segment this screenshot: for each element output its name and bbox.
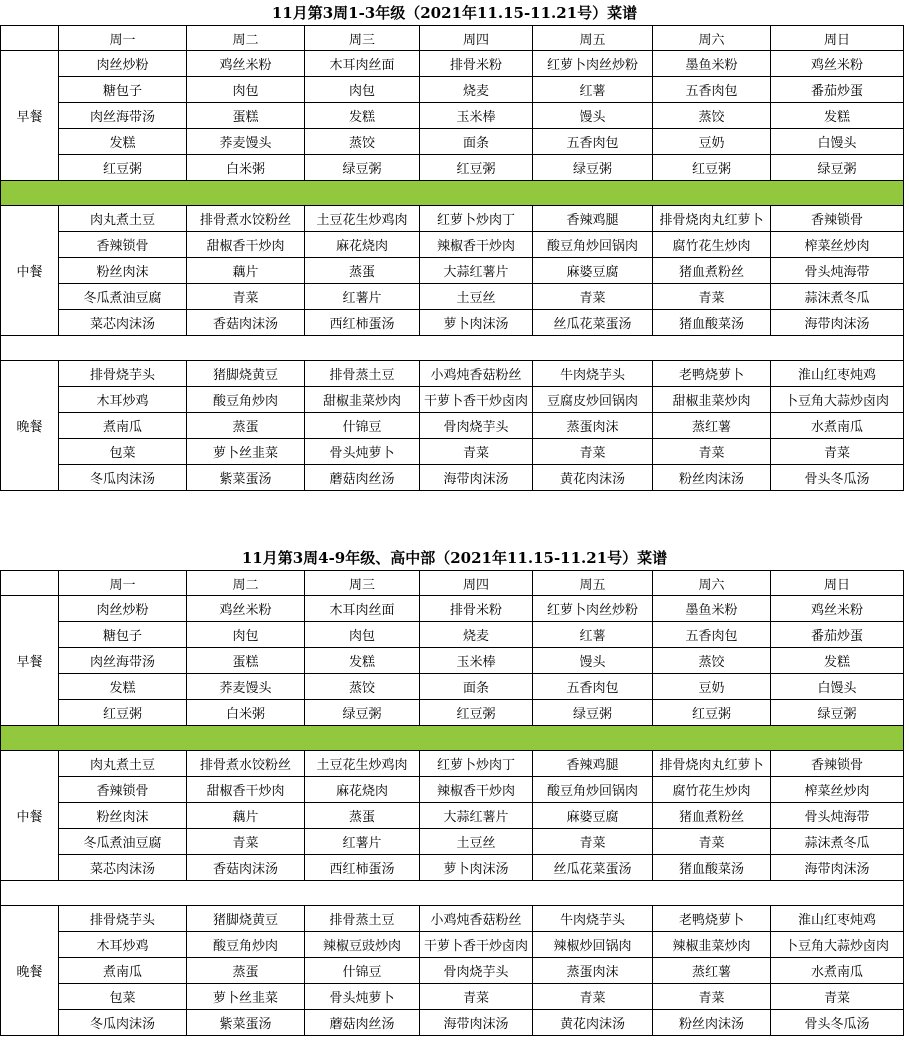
dish-cell: 香菇肉沫汤	[187, 310, 305, 336]
dish-cell: 青菜	[653, 829, 771, 855]
dish-cell: 白米粥	[187, 155, 305, 181]
dish-cell: 藕片	[187, 803, 305, 829]
dish-cell: 豆奶	[653, 674, 771, 700]
day-header: 周四	[420, 571, 533, 596]
dish-cell: 馒头	[533, 103, 653, 129]
dish-cell: 荞麦馒头	[187, 674, 305, 700]
dish-cell: 发糕	[59, 674, 187, 700]
dish-cell: 猪血煮粉丝	[653, 258, 771, 284]
dish-cell: 肉包	[187, 622, 305, 648]
dish-cell: 红豆粥	[653, 700, 771, 726]
dish-cell: 香辣鸡腿	[533, 751, 653, 777]
dish-cell: 蒸红薯	[653, 413, 771, 439]
dish-cell: 卜豆角大蒜炒卤肉	[771, 387, 904, 413]
menu-table	[0, 570, 904, 1036]
dish-cell: 肉包	[305, 77, 420, 103]
dish-cell: 蒸蛋	[305, 803, 420, 829]
dish-cell: 丝瓜花菜蛋汤	[533, 855, 653, 881]
dish-cell: 香辣锁骨	[771, 206, 904, 232]
dish-cell: 肉包	[187, 77, 305, 103]
dish-cell: 鸡丝米粉	[771, 596, 904, 622]
dish-cell: 肉丸煮土豆	[59, 751, 187, 777]
dish-cell: 水煮南瓜	[771, 413, 904, 439]
dish-cell: 蒸饺	[653, 103, 771, 129]
dish-cell: 五香肉包	[653, 77, 771, 103]
dish-cell: 红豆粥	[420, 700, 533, 726]
dish-cell: 番茄炒蛋	[771, 77, 904, 103]
dish-cell: 榨菜丝炒肉	[771, 232, 904, 258]
dinner-row	[1, 984, 904, 1010]
dish-cell: 糖包子	[59, 77, 187, 103]
dinner-label: 晚餐	[1, 361, 59, 491]
dish-cell: 冬瓜煮油豆腐	[59, 829, 187, 855]
lunch-row	[1, 206, 904, 232]
dish-cell: 丝瓜花菜蛋汤	[533, 310, 653, 336]
dish-cell: 麻花烧肉	[305, 777, 420, 803]
dish-cell: 甜椒韭菜炒肉	[305, 387, 420, 413]
dish-cell: 红萝卜肉丝炒粉	[533, 51, 653, 77]
lunch-row	[1, 284, 904, 310]
dish-cell: 玉米棒	[420, 103, 533, 129]
dish-cell: 红薯片	[305, 284, 420, 310]
dish-cell: 青菜	[771, 984, 904, 1010]
lunch-row	[1, 803, 904, 829]
section-separator	[1, 181, 904, 206]
dish-cell: 淮山红枣炖鸡	[771, 361, 904, 387]
dish-cell: 蒜沫煮冬瓜	[771, 829, 904, 855]
dish-cell: 土豆花生炒鸡肉	[305, 206, 420, 232]
dish-cell: 青菜	[187, 829, 305, 855]
breakfast-row	[1, 622, 904, 648]
dish-cell: 粉丝肉沫汤	[653, 465, 771, 491]
dish-cell: 包菜	[59, 439, 187, 465]
breakfast-row	[1, 129, 904, 155]
dish-cell: 排骨煮水饺粉丝	[187, 751, 305, 777]
dish-cell: 辣椒炒回锅肉	[533, 932, 653, 958]
dish-cell: 五香肉包	[533, 674, 653, 700]
menu-grade-1-3	[0, 1, 909, 491]
dish-cell: 白米粥	[187, 700, 305, 726]
dish-cell: 绿豆粥	[771, 700, 904, 726]
dish-cell: 海带肉沫汤	[420, 465, 533, 491]
day-header: 周三	[305, 26, 420, 51]
dish-cell: 甜椒韭菜炒肉	[653, 387, 771, 413]
dish-cell: 煮南瓜	[59, 958, 187, 984]
dish-cell: 玉米棒	[420, 648, 533, 674]
dish-cell: 酸豆角炒肉	[187, 387, 305, 413]
dish-cell: 煮南瓜	[59, 413, 187, 439]
dish-cell: 蒸饺	[305, 129, 420, 155]
section-separator	[1, 726, 904, 751]
dish-cell: 香辣鸡腿	[533, 206, 653, 232]
dish-cell: 牛肉烧芋头	[533, 361, 653, 387]
dish-cell: 紫菜蛋汤	[187, 465, 305, 491]
dinner-row	[1, 413, 904, 439]
dish-cell: 麻花烧肉	[305, 232, 420, 258]
dish-cell: 水煮南瓜	[771, 958, 904, 984]
dish-cell: 猪血酸菜汤	[653, 855, 771, 881]
day-header: 周日	[771, 26, 904, 51]
dish-cell: 豆奶	[653, 129, 771, 155]
dish-cell: 青菜	[420, 439, 533, 465]
dish-cell: 小鸡炖香菇粉丝	[420, 906, 533, 932]
dish-cell: 鸡丝米粉	[187, 596, 305, 622]
dish-cell: 肉丝海带汤	[59, 103, 187, 129]
separator-bar	[1, 181, 904, 206]
menu-title: 11月第3周4-9年级、高中部（2021年11.15-11.21号）菜谱	[241, 549, 668, 567]
dish-cell: 麻婆豆腐	[533, 258, 653, 284]
dish-cell: 排骨蒸土豆	[305, 906, 420, 932]
dish-cell: 面条	[420, 129, 533, 155]
dish-cell: 骨头炖萝卜	[305, 439, 420, 465]
dish-cell: 红豆粥	[420, 155, 533, 181]
dish-cell: 烧麦	[420, 77, 533, 103]
dish-cell: 青菜	[771, 439, 904, 465]
dish-cell: 香菇肉沫汤	[187, 855, 305, 881]
dinner-row	[1, 465, 904, 491]
dish-cell: 萝卜丝韭菜	[187, 984, 305, 1010]
dish-cell: 发糕	[771, 103, 904, 129]
dish-cell: 蒸蛋	[187, 958, 305, 984]
dish-cell: 五香肉包	[653, 622, 771, 648]
day-header: 周四	[420, 26, 533, 51]
lunch-row	[1, 855, 904, 881]
dish-cell: 绿豆粥	[533, 155, 653, 181]
dish-cell: 蘑菇肉丝汤	[305, 1010, 420, 1036]
dish-cell: 蒸红薯	[653, 958, 771, 984]
dish-cell: 菜芯肉沫汤	[59, 310, 187, 336]
dish-cell: 西红柿蛋汤	[305, 310, 420, 336]
lunch-label: 中餐	[1, 206, 59, 336]
dish-cell: 鸡丝米粉	[187, 51, 305, 77]
dish-cell: 蛋糕	[187, 103, 305, 129]
dish-cell: 什锦豆	[305, 413, 420, 439]
dish-cell: 蒸蛋	[305, 258, 420, 284]
dinner-row	[1, 439, 904, 465]
dish-cell: 黄花肉沫汤	[533, 1010, 653, 1036]
dish-cell: 青菜	[533, 284, 653, 310]
dish-cell: 墨鱼米粉	[653, 596, 771, 622]
dish-cell: 粉丝肉沫汤	[653, 1010, 771, 1036]
dish-cell: 五香肉包	[533, 129, 653, 155]
breakfast-row	[1, 674, 904, 700]
day-header: 周六	[653, 571, 771, 596]
dish-cell: 酸豆角炒回锅肉	[533, 232, 653, 258]
dish-cell: 腐竹花生炒肉	[653, 777, 771, 803]
dish-cell: 青菜	[533, 984, 653, 1010]
dish-cell: 红萝卜炒肉丁	[420, 751, 533, 777]
dish-cell: 腐竹花生炒肉	[653, 232, 771, 258]
day-header: 周五	[533, 26, 653, 51]
breakfast-row	[1, 700, 904, 726]
breakfast-row	[1, 648, 904, 674]
section-separator	[1, 336, 904, 361]
dish-cell: 骨头炖海带	[771, 258, 904, 284]
lunch-row	[1, 232, 904, 258]
dish-cell: 红萝卜炒肉丁	[420, 206, 533, 232]
dish-cell: 甜椒香干炒肉	[187, 232, 305, 258]
dish-cell: 酸豆角炒肉	[187, 932, 305, 958]
dish-cell: 红薯片	[305, 829, 420, 855]
dish-cell: 蒸饺	[305, 674, 420, 700]
dish-cell: 排骨烧芋头	[59, 361, 187, 387]
dish-cell: 骨头炖萝卜	[305, 984, 420, 1010]
day-header: 周六	[653, 26, 771, 51]
dish-cell: 猪脚烧黄豆	[187, 361, 305, 387]
dish-cell: 土豆丝	[420, 284, 533, 310]
dinner-row	[1, 1010, 904, 1036]
dinner-row	[1, 361, 904, 387]
dish-cell: 萝卜丝韭菜	[187, 439, 305, 465]
dish-cell: 骨头炖海带	[771, 803, 904, 829]
dish-cell: 粉丝肉沫	[59, 258, 187, 284]
breakfast-row	[1, 77, 904, 103]
dish-cell: 肉包	[305, 622, 420, 648]
dish-cell: 红豆粥	[653, 155, 771, 181]
dish-cell: 淮山红枣炖鸡	[771, 906, 904, 932]
breakfast-row	[1, 155, 904, 181]
dish-cell: 蒸蛋肉沫	[533, 958, 653, 984]
dinner-row	[1, 906, 904, 932]
dish-cell: 卜豆角大蒜炒卤肉	[771, 932, 904, 958]
dish-cell: 老鸭烧萝卜	[653, 361, 771, 387]
dish-cell: 麻婆豆腐	[533, 803, 653, 829]
dish-cell: 红萝卜肉丝炒粉	[533, 596, 653, 622]
dish-cell: 蘑菇肉丝汤	[305, 465, 420, 491]
dinner-row	[1, 932, 904, 958]
lunch-row	[1, 751, 904, 777]
dish-cell: 蛋糕	[187, 648, 305, 674]
dish-cell: 土豆花生炒鸡肉	[305, 751, 420, 777]
dish-cell: 酸豆角炒回锅肉	[533, 777, 653, 803]
dish-cell: 青菜	[187, 284, 305, 310]
dish-cell: 排骨烧肉丸红萝卜	[653, 206, 771, 232]
menu-title: 11月第3周1-3年级（2021年11.15-11.21号）菜谱	[271, 4, 638, 22]
dinner-row	[1, 387, 904, 413]
dish-cell: 荞麦馒头	[187, 129, 305, 155]
dish-cell: 木耳炒鸡	[59, 932, 187, 958]
dish-cell: 香辣锁骨	[59, 777, 187, 803]
day-header: 周一	[59, 571, 187, 596]
day-header: 周日	[771, 571, 904, 596]
dish-cell: 白馒头	[771, 674, 904, 700]
dish-cell: 烧麦	[420, 622, 533, 648]
dish-cell: 辣椒香干炒肉	[420, 232, 533, 258]
dish-cell: 糖包子	[59, 622, 187, 648]
lunch-row	[1, 829, 904, 855]
breakfast-label: 早餐	[1, 51, 59, 181]
breakfast-row	[1, 51, 904, 77]
dish-cell: 排骨煮水饺粉丝	[187, 206, 305, 232]
dish-cell: 干萝卜香干炒卤肉	[420, 387, 533, 413]
dish-cell: 排骨烧肉丸红萝卜	[653, 751, 771, 777]
lunch-row	[1, 310, 904, 336]
dish-cell: 馒头	[533, 648, 653, 674]
dish-cell: 青菜	[653, 284, 771, 310]
lunch-row	[1, 258, 904, 284]
dinner-label: 晚餐	[1, 906, 59, 1036]
dish-cell: 猪血酸菜汤	[653, 310, 771, 336]
dish-cell: 肉丸煮土豆	[59, 206, 187, 232]
dish-cell: 白馒头	[771, 129, 904, 155]
dish-cell: 骨头冬瓜汤	[771, 465, 904, 491]
dish-cell: 鸡丝米粉	[771, 51, 904, 77]
day-header-row	[1, 26, 904, 51]
dish-cell: 小鸡炖香菇粉丝	[420, 361, 533, 387]
section-separator	[1, 881, 904, 906]
dish-cell: 粉丝肉沫	[59, 803, 187, 829]
dinner-row	[1, 958, 904, 984]
dish-cell: 发糕	[305, 648, 420, 674]
breakfast-label: 早餐	[1, 596, 59, 726]
dish-cell: 排骨米粉	[420, 596, 533, 622]
lunch-row	[1, 777, 904, 803]
dish-cell: 墨鱼米粉	[653, 51, 771, 77]
dish-cell: 辣椒韭菜炒肉	[653, 932, 771, 958]
dish-cell: 豆腐皮炒回锅肉	[533, 387, 653, 413]
dish-cell: 排骨蒸土豆	[305, 361, 420, 387]
dish-cell: 紫菜蛋汤	[187, 1010, 305, 1036]
dish-cell: 绿豆粥	[533, 700, 653, 726]
dish-cell: 什锦豆	[305, 958, 420, 984]
day-header: 周二	[187, 571, 305, 596]
dish-cell: 大蒜红薯片	[420, 803, 533, 829]
day-header-row	[1, 571, 904, 596]
day-header: 周三	[305, 571, 420, 596]
dish-cell: 大蒜红薯片	[420, 258, 533, 284]
dish-cell: 辣椒豆豉炒肉	[305, 932, 420, 958]
dish-cell: 老鸭烧萝卜	[653, 906, 771, 932]
dish-cell: 冬瓜煮油豆腐	[59, 284, 187, 310]
day-header: 周二	[187, 26, 305, 51]
dish-cell: 骨肉烧芋头	[420, 958, 533, 984]
dish-cell: 蒸饺	[653, 648, 771, 674]
dish-cell: 萝卜肉沫汤	[420, 855, 533, 881]
breakfast-row	[1, 596, 904, 622]
dish-cell: 红豆粥	[59, 155, 187, 181]
dish-cell: 土豆丝	[420, 829, 533, 855]
dish-cell: 木耳肉丝面	[305, 51, 420, 77]
dish-cell: 青菜	[420, 984, 533, 1010]
separator-bar	[1, 336, 904, 361]
separator-bar	[1, 881, 904, 906]
corner-cell	[1, 571, 59, 596]
dish-cell: 甜椒香干炒肉	[187, 777, 305, 803]
dish-cell: 蒜沫煮冬瓜	[771, 284, 904, 310]
dish-cell: 骨头冬瓜汤	[771, 1010, 904, 1036]
dish-cell: 肉丝海带汤	[59, 648, 187, 674]
dish-cell: 海带肉沫汤	[420, 1010, 533, 1036]
dish-cell: 面条	[420, 674, 533, 700]
dish-cell: 排骨米粉	[420, 51, 533, 77]
dish-cell: 青菜	[653, 984, 771, 1010]
dish-cell: 猪脚烧黄豆	[187, 906, 305, 932]
dish-cell: 蒸蛋	[187, 413, 305, 439]
dish-cell: 辣椒香干炒肉	[420, 777, 533, 803]
dish-cell: 骨肉烧芋头	[420, 413, 533, 439]
dish-cell: 菜芯肉沫汤	[59, 855, 187, 881]
dish-cell: 西红柿蛋汤	[305, 855, 420, 881]
dish-cell: 木耳炒鸡	[59, 387, 187, 413]
dish-cell: 冬瓜肉沫汤	[59, 1010, 187, 1036]
dish-cell: 绿豆粥	[771, 155, 904, 181]
dish-cell: 发糕	[59, 129, 187, 155]
dish-cell: 红薯	[533, 77, 653, 103]
dish-cell: 榨菜丝炒肉	[771, 777, 904, 803]
day-header: 周一	[59, 26, 187, 51]
dish-cell: 发糕	[305, 103, 420, 129]
dish-cell: 黄花肉沫汤	[533, 465, 653, 491]
dish-cell: 蒸蛋肉沫	[533, 413, 653, 439]
corner-cell	[1, 26, 59, 51]
dish-cell: 香辣锁骨	[771, 751, 904, 777]
dish-cell: 海带肉沫汤	[771, 310, 904, 336]
dish-cell: 冬瓜肉沫汤	[59, 465, 187, 491]
dish-cell: 青菜	[533, 829, 653, 855]
dish-cell: 红薯	[533, 622, 653, 648]
dish-cell: 木耳肉丝面	[305, 596, 420, 622]
dish-cell: 牛肉烧芋头	[533, 906, 653, 932]
dish-cell: 红豆粥	[59, 700, 187, 726]
dish-cell: 肉丝炒粉	[59, 596, 187, 622]
day-header: 周五	[533, 571, 653, 596]
dish-cell: 番茄炒蛋	[771, 622, 904, 648]
dish-cell: 排骨烧芋头	[59, 906, 187, 932]
dish-cell: 发糕	[771, 648, 904, 674]
dish-cell: 海带肉沫汤	[771, 855, 904, 881]
separator-bar	[1, 726, 904, 751]
dish-cell: 包菜	[59, 984, 187, 1010]
lunch-label: 中餐	[1, 751, 59, 881]
dish-cell: 干萝卜香干炒卤肉	[420, 932, 533, 958]
menu-grade-4-9-high	[0, 546, 909, 1036]
dish-cell: 绿豆粥	[305, 700, 420, 726]
menu-table	[0, 25, 904, 491]
breakfast-row	[1, 103, 904, 129]
dish-cell: 绿豆粥	[305, 155, 420, 181]
dish-cell: 藕片	[187, 258, 305, 284]
dish-cell: 萝卜肉沫汤	[420, 310, 533, 336]
dish-cell: 青菜	[533, 439, 653, 465]
dish-cell: 香辣锁骨	[59, 232, 187, 258]
dish-cell: 青菜	[653, 439, 771, 465]
dish-cell: 猪血煮粉丝	[653, 803, 771, 829]
dish-cell: 肉丝炒粉	[59, 51, 187, 77]
